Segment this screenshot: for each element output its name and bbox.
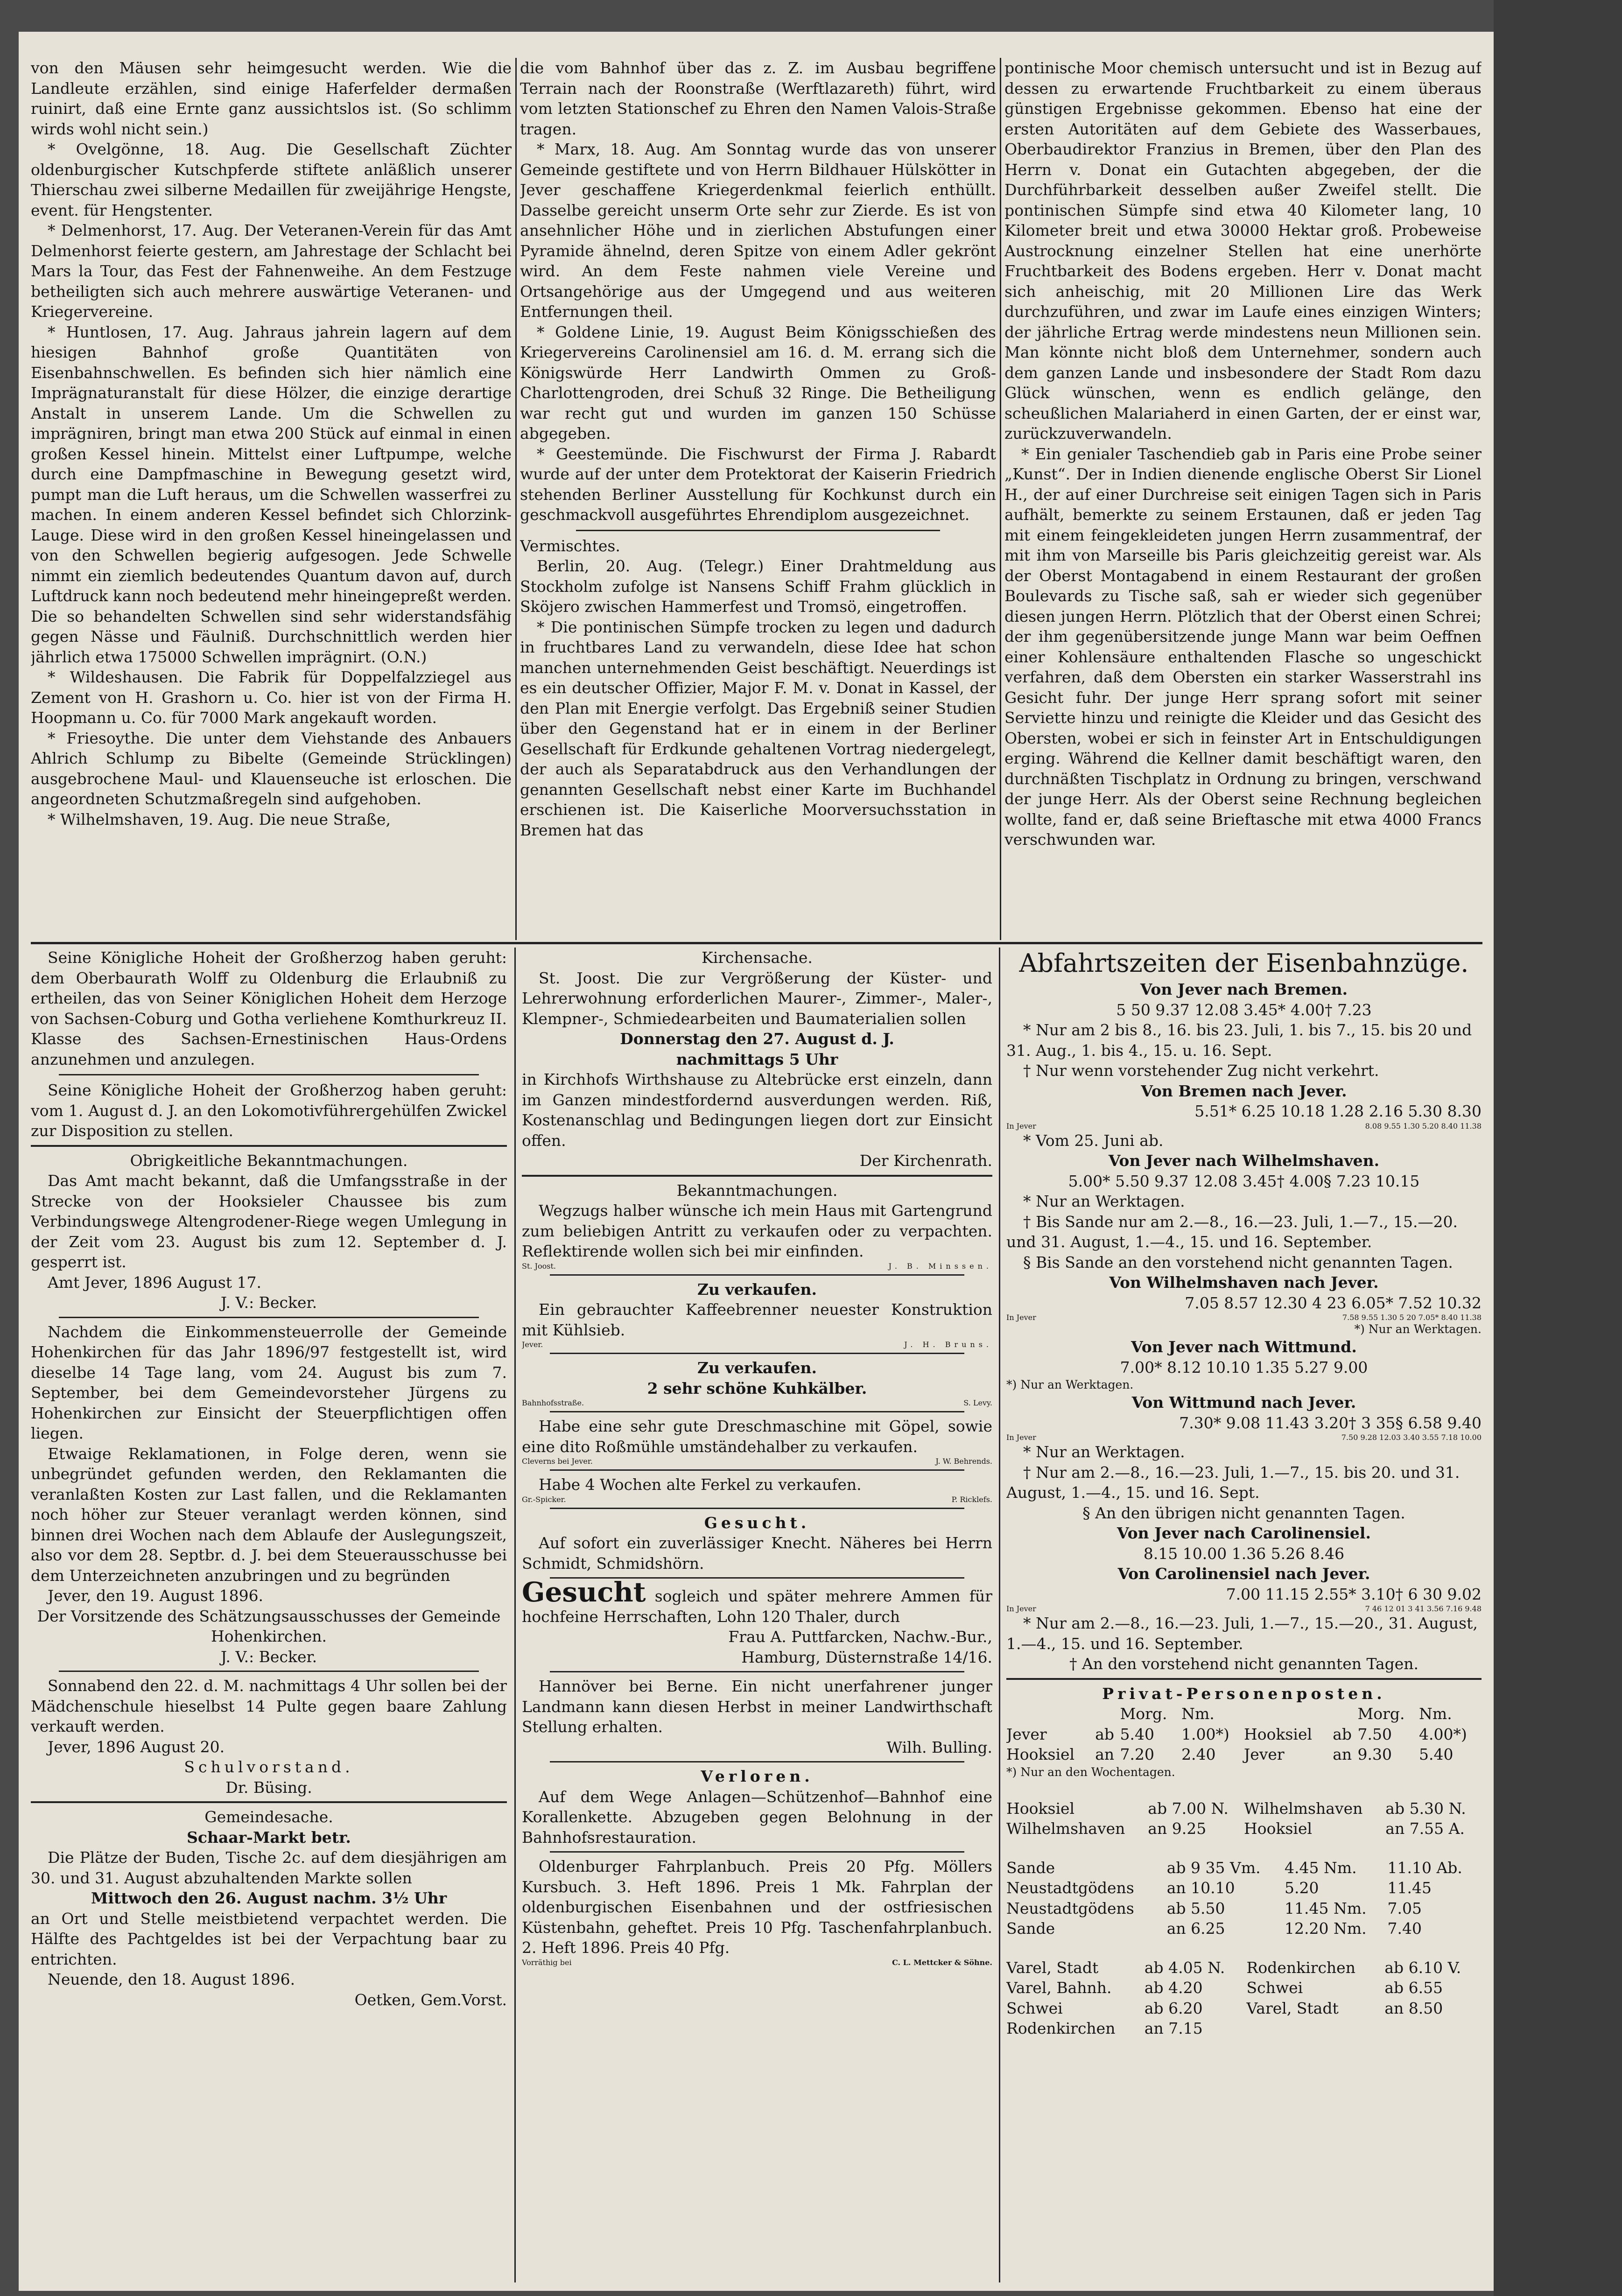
railway-timetable xyxy=(1006,948,1482,2282)
ad-kirche-text: in Kirchhofs Wirthshause zu Altebrücke erst einzeln, dann im Ganzen mindestfordernd ausverdungen werden. Riß, Kostenanschlag und Bedingungen liegen dort zur Einsicht offen. xyxy=(522,1070,992,1150)
ad-ferkel-signature: P. Ricklefs. xyxy=(951,1495,992,1504)
times-jever-wittmund: 7.00* 8.12 10.10 1.35 5.27 9.00 xyxy=(1120,1358,1368,1376)
post-note: *) Nur an den Wochentagen. xyxy=(1006,1765,1175,1779)
note-jever-wilhelmshaven-2: † Bis Sande nur am 2.—8., 16.—23. Juli, 1.—7., 15.—20. und 31. August, 1.—4., 15. und 16. September. xyxy=(1006,1212,1458,1251)
article-geestemuende: * Geestemünde. Die Fischwurst der Firma J. Rabardt wurde auf der unter dem Protektorat der Kaiserin Friedrich stehenden Berliner Ausstellung für Kochkunst durch ein geschmackvoll ausgeführtes Ehrendiplom ausgezeichnet. xyxy=(520,444,996,524)
ad-gesucht-ammen-address: Hamburg, Düsternstraße 14/16. xyxy=(741,1648,992,1666)
route-jever-wilhelmshaven: Von Jever nach Wilhelmshaven. xyxy=(1108,1152,1380,1170)
notice-grossherzog: Seine Königliche Hoheit der Großherzog haben geruht: dem Oberbaurath Wolff zu Oldenburg die Erlaubniß zu ertheilen, das von Seiner Königlichen Hoheit dem Herzoge von Sachsen-Coburg und Gotha verliehene Komthurkreuz II. Klasse des Sachsen-Ernestinischen Haus-Ordens anzunehmen und anzulegen. xyxy=(31,948,507,1068)
note-carolinensiel-jever-2: † An den vorstehend nicht genannten Tagen. xyxy=(1069,1655,1419,1673)
label-in-jever: In Jever xyxy=(1006,1433,1036,1442)
notice-steuer-signer: Der Vorsitzende des Schätzungsausschusses der Gemeinde Hohenkirchen. xyxy=(37,1607,501,1645)
note-carolinensiel-jever-1: * Nur am 2.—8., 16.—23. Juli, 1.—7., 15.—20., 31. August, 1.—4., 15. und 16. September. xyxy=(1006,1614,1478,1653)
ad-kirche: St. Joost. Die zur Vergrößerung der Küster- und Lehrerwohnung erforderlichen Maurer-, Zimmer-, Maler-, Klempner-, Schmiedearbeiten und Baumaterialien sollen xyxy=(522,969,992,1028)
ad-kirche-date: Donnerstag den 27. August d. J. xyxy=(620,1030,894,1048)
label-in-jever: In Jever xyxy=(1006,1121,1036,1130)
article-huntlosen: * Huntlosen, 17. Aug. Jahraus jahrein lagern auf dem hiesigen Bahnhof große Quantitäten von Eisenbahnschwellen. Es befinden sich hier nämlich eine Imprägnaturanstalt für diese Hölzer, die einzige derartige Anstalt in unserem Lande. Um die Schwellen zu imprägniren, bringt man etwa 200 Stück auf einmal in einen großen Kessel hinein. Mittelst einer Luftpumpe, welche durch eine Dampfmaschine in Bewegung gesetzt wird, pumpt man die Luft heraus, um die Schwellen wasserfrei zu machen. In einem anderen Kessel befindet sich Chlorzink-Lauge. Diese wird in den großen Kessel hineingelassen und von den Schwellen begierig aufgesogen. Jede Schwelle nimmt ein ziemlich bedeutendes Quantum davon auf, durch Luftdruck kann noch bedeutend mehr hineingepreßt werden. Die so behandelten Schwellen sind sehr widerstandsfähig gegen Nässe und Fäulniß. Durchschnittlich werden hier jährlich etwa 175000 Schwellen imprägnirt. (O.N.) xyxy=(31,323,512,666)
note-wittmund-jever-2: † Nur am 2.—8., 16.—23. Juli, 1.—7., 15. bis 20. und 31. August, 1.—4., 15. und 16. Sept. xyxy=(1006,1463,1460,1502)
article-delmenhorst: * Delmenhorst, 17. Aug. Der Veteranen-Verein für das Amt Delmenhorst feierte gestern, am Jahrestage der Schlacht bei Mars la Tour, das Fest der Fahnenweihe. An dem Festzuge betheiligten sich auch mehrere auswärtige Veteranen- und Kriegervereine. xyxy=(31,221,512,321)
article-marx: * Marx, 18. Aug. Am Sonntag wurde das von unserer Gemeinde gestiftete und von Herrn Bildhauer Hülskötter in Jever geschaffene Kriegerdenkmal feierlich enthüllt. Dasselbe gereicht unserm Orte sehr zur Zierde. Es ist von ansehnlicher Höhe und in zierlichen Abstufungen einer Pyramide ähnelnd, deren Spitze von einem Adler gekrönt wird. An dem Feste nahmen viele Vereine und Ortsangehörige aus der Umgegend und aus weiteren Entfernungen theil. xyxy=(520,140,996,321)
ad-verloren: Auf dem Wege Anlagen—Schützenhof—Bahnhof eine Korallenkette. Abzugeben gegen Belohnung in der Bahnhofsrestauration. xyxy=(522,1787,992,1847)
notice-schaar-text: Die Plätze der Buden, Tische 2c. auf dem diesjährigen am 30. und 31. August abzuhaltenden Markte sollen xyxy=(31,1848,507,1887)
ad-buecher: Oldenburger Fahrplanbuch. Preis 20 Pfg. Möllers Kursbuch. 3. Heft 1896. Preis 1 Mk. Fahrplan der oldenburgischen Eisenbahnen und der ostfriesischen Küstenbahn, geheftet. Preis 10 Pfg. Taschenfahrplanbuch. 2. Heft 1896. Preis 40 Pfg. xyxy=(522,1857,992,1957)
column-1 xyxy=(31,58,512,939)
note-jever-bremen-2: † Nur wenn vorstehender Zug nicht verkehrt. xyxy=(1023,1061,1379,1080)
ad-buecher-label: Vorräthig bei xyxy=(522,1958,572,1967)
ad-kuhkaelber-signature: S. Levy. xyxy=(963,1398,992,1407)
notice-pulte: Sonnabend den 22. d. M. nachmittags 4 Uhr sollen bei der Mädchenschule hieselbst 14 Pulte gegen baare Zahlung verkauft werden. xyxy=(31,1677,507,1735)
times-jever-bremen: 5 50 9.37 12.08 3.45* 4.00† 7.23 xyxy=(1116,1000,1372,1019)
table-row: Schwei ab 6.20 Varel, Stadt an 8.50 xyxy=(1006,1999,1443,2017)
notice-grossherzog-2: Seine Königliche Hoheit der Großherzog haben geruht: vom 1. August d. J. an den Lokomotivführergehülfen Zwickel zur Disposition zu stellen. xyxy=(31,1081,507,1140)
ad-kuhkaelber-place: Bahnhofsstraße. xyxy=(522,1398,584,1407)
section-heading-vermischtes: Vermischtes. xyxy=(520,536,620,555)
note-jever-wilhelmshaven-3: § Bis Sande an den vorstehend nicht genannten Tagen. xyxy=(1023,1253,1453,1271)
notice-pulte-date: Jever, 1896 August 20. xyxy=(48,1737,225,1756)
ad-gesucht-ammen-heading: Gesucht xyxy=(522,1576,646,1608)
route-wilhelmshaven-jever: Von Wilhelmshaven nach Jever. xyxy=(1109,1273,1379,1292)
ad-verkaufen-1-signature: J. H. Bruns. xyxy=(904,1340,992,1349)
post-header: Nm. xyxy=(1419,1705,1452,1723)
note-jever-wilhelmshaven-1: * Nur an Werktagen. xyxy=(1023,1192,1185,1210)
column-divider xyxy=(514,948,516,2282)
table-row: Rodenkirchen an 7.15 xyxy=(1006,2019,1203,2037)
table-row: Wilhelmshaven an 9.25 Hooksiel an 7.55 A. xyxy=(1006,1819,1465,1838)
article: pontinische Moor chemisch untersucht und ist in Bezug auf dessen zu erwartende Fruchtbarkeit zu einem überaus günstigen Ergebnisse gekommen. Ebenso hat eine der ersten Autoritäten auf dem Gebiete des Wasserbaues, Oberbaudirektor Franzius in Bremen, über den Plan des Herrn v. Donat ein Gutachten abgegeben, der die Durchführbarkeit desselben außer Zweifel stellt. Die pontinischen Sümpfe sind etwa 40 Kilometer lang, 10 Kilometer breit und etwa 30000 Hektar groß. Probeweise Austrocknung einzelner Stellen hat eine unerhörte Fruchtbarkeit des Bodens ergeben. Herr v. Donat macht sich anheischig, mit 20 Millionen Lire das Werk durchzuführen, und zwar im Laufe eines einzigen Winters; der jährliche Ertrag werde mindestens neun Millionen sein. Man könnte nicht bloß dem Unternehmer, sondern auch dem ganzen Lande und insbesondere der Stadt Rom dazu Glück wünschen, wenn es endlich gelänge, den scheußlichen Malariaherd in einen Garten, der er einst war, zurückzuverwandeln. xyxy=(1004,59,1482,442)
notice-steuer-2: Etwaige Reklamationen, in Folge deren, wenn sie unbegründet gefunden werden, den Reklamanten die veranlaßten Kosten zur Last fallen, und die Reklamanten noch höher zur Steuer veranlagt werden können, sind binnen drei Wochen nach dem Ablaufe der Auslegungszeit, also vor dem 28. Septbr. d. J. bei dem Steuerausschusse bei dem Unterzeichneten anzubringen und zu begründen xyxy=(31,1444,507,1585)
route-bremen-jever: Von Bremen nach Jever. xyxy=(1141,1081,1347,1100)
ad-kirche-signature: Der Kirchenrath. xyxy=(859,1152,992,1170)
ad-dreschmaschine: Habe eine sehr gute Dreschmaschine mit Göpel, sowie eine dito Roßmühle umständehalber zu verkaufen. xyxy=(522,1417,992,1456)
heading-schaar-markt: Schaar-Markt betr. xyxy=(187,1828,351,1847)
note-bremen-jever: * Vom 25. Juni ab. xyxy=(1023,1131,1164,1150)
column-divider xyxy=(999,948,1000,2282)
ad-haus-signature: J. B. Minssen. xyxy=(888,1261,992,1271)
notices-column xyxy=(31,948,507,2282)
note-wittmund-jever-3: § An den übrigen nicht genannten Tagen. xyxy=(1082,1503,1405,1522)
notice-pulte-signer: Schulvorstand. xyxy=(184,1758,354,1776)
heading-bekanntmachungen: Bekanntmachungen. xyxy=(676,1181,838,1200)
ad-buecher-seller: C. L. Mettcker & Söhne. xyxy=(892,1958,992,1967)
column-divider xyxy=(515,58,517,940)
times-jever-carolinensiel: 8.15 10.00 1.36 5.26 8.46 xyxy=(1143,1544,1345,1563)
notice-amt-signature: J. V.: Becker. xyxy=(220,1293,317,1312)
notice-schaar-date: Mittwoch den 26. August nachm. 3½ Uhr xyxy=(91,1889,447,1907)
post-table-3 xyxy=(1006,1858,1482,1939)
article-friesoythe: * Friesoythe. Die unter dem Viehstande des Anbauers Ahlrich Schlump zu Bibelte (Gemeinde Strücklingen) ausgebrochene Maul- und Klauenseuche ist erloschen. Die angeordneten Schutzmaßregeln sind aufgehoben. xyxy=(31,729,512,808)
notice-schaar-text-2: an Ort und Stelle meistbietend verpachtet werden. Die Hälfte des Pachtgeldes ist bei der Verpachtung baar zu entrichten. xyxy=(31,1909,507,1968)
table-row: Sande ab 9 35 Vm. 4.45 Nm. 11.10 Ab. xyxy=(1006,1858,1462,1877)
ad-verkaufen-1: Ein gebrauchter Kaffeebrenner neuester Konstruktion mit Kühlsieb. xyxy=(522,1300,992,1339)
times-bremen-jever-1: 5.51* 6.25 10.18 1.28 2.16 5.30 8.30 xyxy=(1194,1102,1482,1120)
times-wittmund-jever-2: 7.50 9.28 12.03 3.40 3.55 7.18 10.00 xyxy=(1341,1433,1482,1442)
article: von den Mäusen sehr heimgesucht werden. Wie die Landleute erzählen, sind einige Haferfelder dermaßen ruinirt, daß eine Ernte ganz aussichtslos ist. (So schlimm wirds wohl nicht sein.) xyxy=(31,59,512,138)
times-bremen-jever-2: 8.08 9.55 1.30 5.20 8.40 11.38 xyxy=(1365,1121,1482,1130)
article-taschendieb: * Ein genialer Taschendieb gab in Paris eine Probe seiner „Kunst“. Der in Indien dienende englische Oberst Sir Lionel H., der auf einer Durchreise seit einigen Tagen sich in Paris aufhält, bemerkte zu seinem Erstaunen, daß er jeden Tag mit einem feingekleideten jungen Herrn zusammentraf, der mit ihm von Marseille bis Paris gleichzeitig gereist war. Als der Oberst Montagabend in einem Restaurant der großen Boulevards zu Tische saß, sah er wieder sich gegenüber diesen jungen Herrn. Plötzlich that der Oberst einen Schrei; der ihm gegenübersitzende junge Mann war beim Oeffnen einer Kohlensäure enthaltenden Flasche so ungeschickt verfahren, daß dem Obersten ein starker Wasserstrahl ins Gesicht fuhr. Der junge Herr sprang sofort mit seiner Serviette hinzu und reinigte die Kleider und das Gesicht des Obersten, wobei er sich in feinster Art in Entschuldigungen erging. Während die Kellner damit beschäftigt waren, den durchnäßten Tischplatz in Ordnung zu bringen, verschwand der junge Herr. Als der Oberst seine Rechnung begleichen wollte, fand er, daß seine Brieftasche mit etwa 4000 Francs verschwunden war. xyxy=(1004,444,1482,849)
ad-ferkel-place: Gr.-Spicker. xyxy=(522,1495,566,1504)
table-row: Varel, Stadt ab 4.05 N. Rodenkirchen ab 6.10 V. xyxy=(1006,1958,1461,1977)
table-row: Sande an 6.25 12.20 Nm. 7.40 xyxy=(1006,1919,1422,1938)
ad-gesucht-knecht: Auf sofort ein zuverlässiger Knecht. Näheres bei Herrn Schmidt, Schmidshörn. xyxy=(522,1534,992,1573)
times-carolinensiel-jever-2: 7 46 12 01 3 41 3.56 7.16 9.48 xyxy=(1365,1604,1482,1613)
heading-gemeindesache: Gemeindesache. xyxy=(204,1808,333,1826)
ad-hannoever-signature: Wilh. Bulling. xyxy=(886,1738,992,1756)
times-wittmund-jever-1: 7.30* 9.08 11.43 3.20† 3 35§ 6.58 9.40 xyxy=(1179,1413,1482,1432)
heading-kirchensache: Kirchensache. xyxy=(702,948,813,967)
times-jever-wilhelmshaven: 5.00* 5.50 9.37 12.08 3.45† 4.00§ 7.23 10.15 xyxy=(1068,1172,1420,1190)
post-header: Nm. xyxy=(1181,1705,1215,1723)
ad-gesucht-ammen-contact: Frau A. Puttfarcken, Nachw.-Bur., xyxy=(728,1628,992,1646)
timetable-title: Abfahrtszeiten der Eisenbahnzüge. xyxy=(1019,948,1469,978)
article: die vom Bahnhof über das z. Z. im Ausbau begriffene Terrain nach der Roonstraße (Werftlazareth) führt, wird vom letzten Stationschef zu Ehren den Namen Valois-Straße tragen. xyxy=(520,59,996,138)
article-ovelgoenne: * Ovelgönne, 18. Aug. Die Gesellschaft Züchter oldenburgischer Kutschpferde stiftete anläßlich unserer Thierschau zwei silberne Medaillen für zweijährige Hengste, event. für Hengstenter. xyxy=(31,140,512,219)
note-jever-bremen-1: * Nur am 2 bis 8., 16. bis 23. Juli, 1. bis 7., 15. bis 20 und 31. Aug., 1. bis 4., 15. u. 16. Sept. xyxy=(1006,1021,1472,1060)
article-wilhelmshaven: * Wilhelmshaven, 19. Aug. Die neue Straße, xyxy=(48,810,391,829)
column-divider xyxy=(1000,58,1001,940)
ad-gesucht-ammen: sogleich und später mehrere Ammen für hochfeine Herrschaften, Lohn 120 Thaler, durch xyxy=(522,1587,992,1626)
times-carolinensiel-jever-1: 7.00 11.15 2.55* 3.10† 6 30 9.02 xyxy=(1226,1585,1482,1603)
post-header: Morg. xyxy=(1120,1705,1167,1723)
route-wittmund-jever: Von Wittmund nach Jever. xyxy=(1131,1393,1356,1411)
table-row: Hooksiel ab 7.00 N. Wilhelmshaven ab 5.30 N. xyxy=(1006,1799,1466,1818)
post-table-2 xyxy=(1006,1798,1482,1839)
notice-steuer-signature: J. V.: Becker. xyxy=(220,1647,317,1666)
ad-dreschmaschine-signature: J. W. Behrends. xyxy=(935,1457,992,1466)
note-jever-wittmund: *) Nur an Werktagen. xyxy=(1006,1378,1134,1391)
table-row: Neustadtgödens an 10.10 5.20 11.45 xyxy=(1006,1879,1432,1897)
ad-gesucht-heading: Gesucht. xyxy=(704,1513,810,1532)
ad-verkaufen-2-heading: Zu verkaufen. xyxy=(697,1359,817,1377)
notice-schaar-signature: Oetken, Gem.Vorst. xyxy=(354,1990,507,2009)
column-2 xyxy=(520,58,996,939)
post-table-1 xyxy=(1006,1704,1482,1765)
notice-steuer: Nachdem die Einkommensteuerrolle der Gemeinde Hohenkirchen für das Jahr 1896/97 festgestellt ist, wird dieselbe 14 Tage lang, vom 24. August bis zum 7. September, bei dem Gemeindevorsteher Jürgens zu Hohenkirchen zur Einsicht der Steuerpflichtigen offen liegen. xyxy=(31,1322,507,1442)
note-wittmund-jever-1: * Nur an Werktagen. xyxy=(1023,1443,1185,1461)
scan-background xyxy=(1494,0,1622,2296)
notice-steuer-date: Jever, den 19. August 1896. xyxy=(48,1587,264,1605)
table-row: Neustadtgödens ab 5.50 11.45 Nm. 7.05 xyxy=(1006,1899,1422,1917)
label-in-jever: In Jever xyxy=(1006,1604,1036,1613)
article-goldene-linie: * Goldene Linie, 19. August Beim Königsschießen des Kriegervereins Carolinensiel am 16. d. M. errang sich die Königswürde Herr Landwirth Ommen zu Groß-Charlottengroden, drei Schuß 32 Ringe. Die Betheiligung war recht gut und wurden im ganzen 150 Schüsse abgegeben. xyxy=(520,323,996,442)
ads-column xyxy=(522,948,992,2282)
notice-pulte-signature: Dr. Büsing. xyxy=(225,1778,312,1797)
post-title: Privat-Personenposten. xyxy=(1102,1684,1386,1703)
table-row: Jever ab 5.40 1.00*) Hooksiel ab 7.50 4.00*) xyxy=(1006,1725,1467,1743)
newspaper-page xyxy=(19,32,1494,2291)
times-wilhelmshaven-jever-1: 7.05 8.57 12.30 4 23 6.05* 7.52 10.32 xyxy=(1185,1293,1482,1312)
ad-verkaufen-1-place: Jever. xyxy=(522,1340,543,1349)
post-table-4 xyxy=(1006,1958,1482,2039)
column-3 xyxy=(1004,58,1482,939)
ad-kuhkaelber: 2 sehr schöne Kuhkälber. xyxy=(647,1379,867,1397)
article-pontinische-suempfe: * Die pontinischen Sümpfe trocken zu legen und dadurch in fruchtbares Land zu verwandeln, diese Idee hat schon manchen unternehmenden Geist beschäftigt. Neuerdings ist es ein deutscher Offizier, Major F. M. v. Donat in Kassel, der den Plan mit Energie verfolgt. Das Ergebniß seiner Studien über den Gegenstand hat er in einem in der Berliner Gesellschaft für Erdkunde gehaltenen Vortrag niedergelegt, der auch als Separatabdruck aus den Verhandlungen der genannten Gesellschaft nebst einer Karte im Buchhandel erschienen ist. Die Kaiserliche Moorversuchsstation in Bremen hat das xyxy=(520,618,996,839)
ad-dreschmaschine-place: Cleverns bei Jever. xyxy=(522,1457,593,1466)
times-wilhelmshaven-jever-2: 7.58 9.55 1.30 5 20 7.05* 8.40 11.38 xyxy=(1342,1313,1482,1322)
heading-obrigkeitliche: Obrigkeitliche Bekanntmachungen. xyxy=(130,1151,408,1170)
table-row: Hooksiel an 7.20 2.40 Jever an 9.30 5.40 xyxy=(1006,1745,1453,1763)
ad-haus: Wegzugs halber wünsche ich mein Haus mit Gartengrund zum beliebigen Antritt zu verkaufen oder zu verpachten. Reflektirende wollen sich bei mir einfinden. xyxy=(522,1201,992,1260)
section-divider xyxy=(31,942,1482,944)
label-in-jever: In Jever xyxy=(1006,1313,1036,1322)
ad-kirche-time: nachmittags 5 Uhr xyxy=(676,1050,838,1068)
route-jever-bremen: Von Jever nach Bremen. xyxy=(1140,980,1348,998)
note-wilhelmshaven-jever: *) Nur an Werktagen. xyxy=(1354,1322,1482,1336)
table-row: Varel, Bahnh. ab 4.20 Schwei ab 6.55 xyxy=(1006,1979,1443,1997)
ad-verloren-heading: Verloren. xyxy=(701,1767,814,1785)
notice-schaar-place-date: Neuende, den 18. August 1896. xyxy=(48,1970,295,1988)
notice-amt-date: Amt Jever, 1896 August 17. xyxy=(48,1273,262,1292)
article-wildeshausen: * Wildeshausen. Die Fabrik für Doppelfalzziegel aus Zement von H. Grashorn u. Co. hier ist von der Firma H. Hoopmann u. Co. für 7000 Mark angekauft worden. xyxy=(31,668,512,727)
ad-ferkel: Habe 4 Wochen alte Ferkel zu verkaufen. xyxy=(539,1475,862,1494)
post-header: Morg. xyxy=(1357,1705,1405,1723)
ad-verkaufen-1-heading: Zu verkaufen. xyxy=(697,1280,817,1299)
route-jever-wittmund: Von Jever nach Wittmund. xyxy=(1131,1338,1357,1356)
notice-amt: Das Amt macht bekannt, daß die Umfangsstraße in der Strecke von der Hooksieler Chaussee bis zum Verbindungswege Altengrodener-Riege wegen Umlegung in der Zeit vom 23. August bis zum 12. September d. J. gesperrt ist. xyxy=(31,1172,507,1271)
ad-hannoever: Hannöver bei Berne. Ein nicht unerfahrener junger Landmann kann diesen Herbst in meiner Landwirthschaft Stellung erhalten. xyxy=(522,1677,992,1736)
route-carolinensiel-jever: Von Carolinensiel nach Jever. xyxy=(1117,1565,1370,1583)
route-jever-carolinensiel: Von Jever nach Carolinensiel. xyxy=(1117,1524,1371,1542)
ad-haus-place: St. Joost. xyxy=(522,1261,556,1271)
article-berlin: Berlin, 20. Aug. (Telegr.) Einer Drahtmeldung aus Stockholm zufolge ist Nansens Schiff Frahm glücklich in Sköjero zwischen Hammerfest und Tromsö, eingetroffen. xyxy=(520,557,996,616)
